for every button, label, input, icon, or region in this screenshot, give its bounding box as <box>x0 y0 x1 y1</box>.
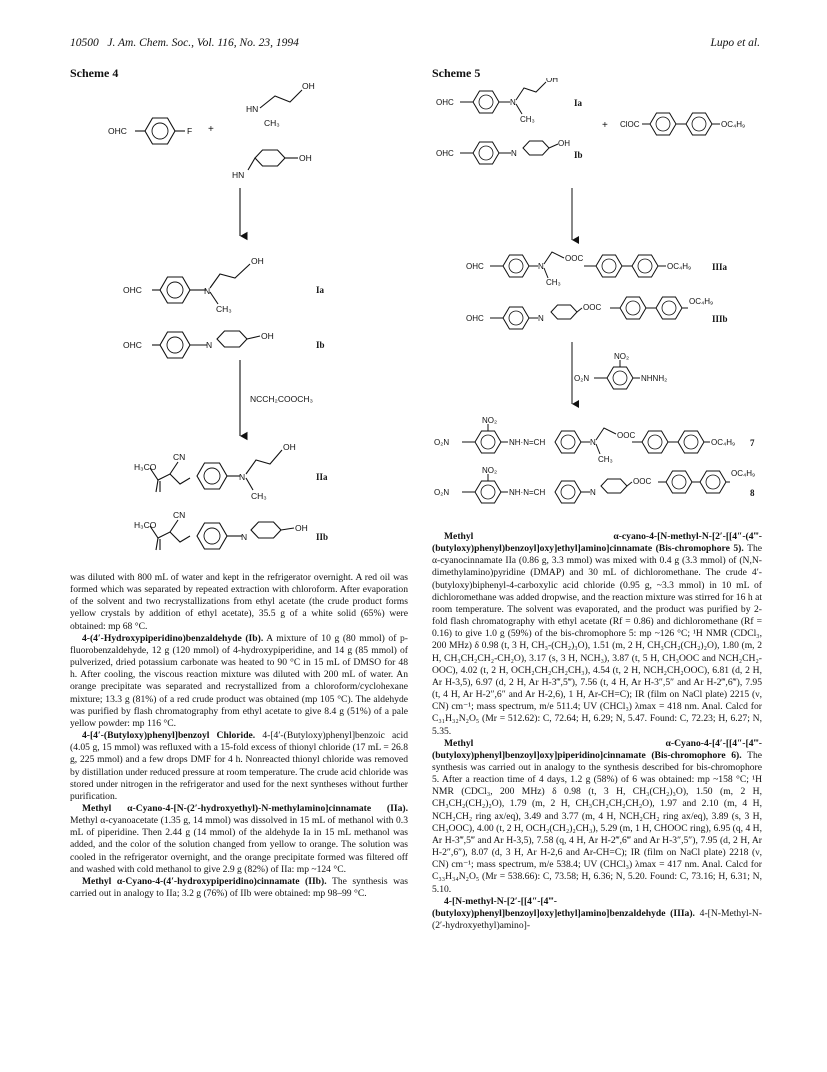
left-para-1: was diluted with 800 mL of water and kept in the refrigerator overnight. A red oil was formed which was separated by repeated extraction with chloroform. After evaporation of the solvent and two recrystallizations from ethyl acetate (the crude product forms yellow crystals by addition of ethyl acetate), 35.5 g of a white solid (65%) were obtained: mp 68 °C. <box>70 572 408 632</box>
s4-label-n-4: N <box>241 532 248 542</box>
right-para-1: Methyl α-cyano-4-[N-methyl-N-[2′-[[4″-(4‴-(butyloxy)phenyl)benzoyl]oxy]ethyl]amino]cinnamate (Bis-chromophore 5). The α-cyanocinnamate IIa (0.86 g, 3.3 mmol) was mixed with 0.4 g (3.3 mmol) of (N,N-dimethylamino)pyridine (DMAP) and 30 mL of dichloromethane. The crude 4′-(butyloxy)biphenyl-4-carboxylic acid chloride (0.95 g, ~3.3 mmol) in 10 mL of dichloromethane was added dropwise, and the reaction mixture was stirred for 16 h at room temperature. The solvent was evaporated, and the product was purified by 2-fold flash chromatography with ethyl acetate (Rf = 0.86) and dichloromethane (Rf = 0.16) to give 1.0 g (59%) of the bis-chromophore 5: mp ~126 °C; ¹H NMR (CDCl₃, 200 MHz) δ 0.98 (t, 3 H, CH₃-(CH₂)₃O), 1.51 (m, 2 H, CH₃CH₂(CH₂)₂O), 1.80 (m, 2 H, CH₃CH₂CH₂-CH₂O), 3.17 (s, 3 H, NCH₃), 3.87 (t, 5 H, CH₃OOC and NCH₂CH₂-OOC), 4.02 (t, 2 H, OCH₂CH₂CH₂CH₃), 4.54 (t, 2 H, NCH₂CH₂OOC), 6.81 (d, 2 H, Ar H-3,5), 6.97 (d, 2 H, Ar H-3‴,5‴), 7.56 (t, 4 H, Ar H-3″,5″ and Ar H-2‴,6‴), 7.95 (t, 4 H, Ar H-2″,6″ and Ar H-2,6), 1 H, Ar-CH=C); IR (film on NaCl plate) 2215 (ν, CN) cm⁻¹; mass spectrum, m/e 511.4; UV (CHCl₃) λmax = 418 nm. Anal. Calcd for C₃₁H₃₂N₂O₅ (Mr = 512.62): C, 72.64; H, 6.29; N, 5.47. Found: C, 72.23; H, 6.27; N, 5.35. <box>432 531 762 737</box>
s5-label-no2-3: NO₂ <box>482 466 498 475</box>
scheme4-title: Scheme 4 <box>70 66 119 80</box>
s5-label-n-3: N <box>538 262 544 271</box>
right-column <box>432 531 762 932</box>
s4-label-ib: Ib <box>316 340 325 350</box>
s4-label-ohc-2: OHC <box>123 285 142 295</box>
s5-label-hydrazone-1: NH·N=CH <box>509 438 546 447</box>
page-number: 10500 <box>70 37 99 49</box>
right-para-3: 4-[N-methyl-N-[2′-[[4″-[4‴-(butyloxy)phenyl]benzoyl]oxy]ethyl]amino]benzaldehyde (IIIa). 4-[N-Methyl-N-(2′-hydroxyethyl)amino]- <box>432 895 762 931</box>
s4-label-n-1: N <box>204 286 211 296</box>
s5-label-n-5: N <box>590 438 596 447</box>
s4-label-h3co-1: H₃CO <box>134 462 157 472</box>
s4-label-ch3-2: CH₃ <box>216 304 232 314</box>
s4-label-oh-2: OH <box>299 153 312 163</box>
s4-label-n-3: N <box>239 472 246 482</box>
s4-label-ch3-1: CH₃ <box>264 118 280 128</box>
s4-label-oh-6: OH <box>295 523 308 533</box>
left-para-3-head: 4-[4′-(Butyloxy)phenyl]benzoyl Chloride. <box>82 730 256 742</box>
s5-label-ohc-1: OHC <box>436 98 454 107</box>
s4-label-ohc-3: OHC <box>123 340 142 350</box>
s5-label-hydrazone-2: NH·N=CH <box>509 488 546 497</box>
s5-label-n-6: N <box>590 488 596 497</box>
s4-label-oh-4: OH <box>261 331 274 341</box>
s5-label-oc4h9-1: OC₄H₉ <box>721 120 746 129</box>
right-para-1-head: Methyl α-cyano-4-[N-methyl-N-[2′-[[4″-(4‴-(butyloxy)phenyl)benzoyl]oxy]ethyl]amino]cinnamate (Bis-chromophore 5). <box>432 531 762 555</box>
s5-label-no2-1: NO₂ <box>614 352 630 361</box>
s5-label-oh-1: OH <box>546 78 558 84</box>
s5-label-7: 7 <box>750 438 755 448</box>
s4-label-oh-1: OH <box>302 81 315 91</box>
s5-label-o2n-3: O₂N <box>434 488 450 497</box>
s4-label-oh-3: OH <box>251 256 264 266</box>
s5-label-ohc-3: OHC <box>466 262 484 271</box>
s5-label-oc4h9-5: OC₄H₉ <box>731 469 756 478</box>
s5-label-n-2: N <box>511 149 517 158</box>
s4-label-iia: IIa <box>316 472 328 482</box>
header-authors: Lupo et al. <box>710 37 760 49</box>
s4-label-ohc-1: OHC <box>108 126 127 136</box>
scheme5-diagram <box>424 78 764 518</box>
left-para-5: Methyl α-Cyano-4-(4′-hydroxypiperidino)cinnamate (IIb). The synthesis was carried out in analogy to IIa; 3.2 g (76%) of IIb were obtained: mp 98–99 °C. <box>70 875 408 900</box>
scheme5-title: Scheme 5 <box>432 66 481 80</box>
s5-label-oc4h9-2: OC₄H₉ <box>667 262 692 271</box>
s5-label-ooc-2: OOC <box>583 303 602 312</box>
s4-label-f: F <box>187 126 193 136</box>
s4-label-hn-2: HN <box>232 170 245 180</box>
s5-label-oh-2: OH <box>558 139 570 148</box>
s5-label-ohc-4: OHC <box>466 314 484 323</box>
s4-label-ch3-3: CH₃ <box>251 491 267 501</box>
s4-label-h3co-2: H₃CO <box>134 520 157 530</box>
s4-label-hn-1: HN <box>246 104 259 114</box>
s5-label-iiia: IIIa <box>712 262 728 272</box>
right-para-2: Methyl α-Cyano-4-[4′-[[4″-[4‴-(butyloxy)phenyl]benzoyl]oxy]piperidino]cinnamate (Bis-chromophore 6). The synthesis was carried out in analogy to the synthesis described for bis-chromophore 5. After a reaction time of 4 days, 1.2 g (58%) of 6 was obtained: mp ~158 °C; ¹H NMR (CDCl₃, 200 MHz) δ 0.98 (t, 3 H, CH₃(CH₂)₃O), 1.50 (m, 2 H, CH₃CH₂(CH₂)₂O), 1.79 (m, 2 H, CH₃CH₂CH₂CH₂O), 1.97 and 2.10 (m, 4 H, NCH₂CH₂ ring ax/eq), 3.49 and 3.77 (m, 4 H, NCH₂CH₂ ring ax/eq), 3.89 (s, 3 H, CH₃OOC), 4.00 (t, 2 H, OCH₂(CH₂)₂CH₃), 5.29 (m, 1 H, CHOOC ring), 6.95 (q, 4 H, Ar H-3‴,5‴ and Ar H-3,5), 7.58 (q, 4 H, Ar H-2‴,6‴ and Ar H-3″,5″), 7.95 (d, 2 H, Ar H-2″,6″), 8.07 (d, 3 H, Ar H-2,6 and Ar-CH=C); IR (film on NaCl plate) 2218 (ν, CN) cm⁻¹; mass spectrum, m/e 538.4; UV (CHCl₃) λmax = 417 nm. Anal. Calcd for C₃₃H₃₄N₂O₅ (Mr = 538.66): C, 73.58; H, 6.36; N, 5.20. Found: C, 73.16; H, 6.31; N, 5.10. <box>432 737 763 895</box>
left-para-4-head: Methyl α-Cyano-4-[N-(2′-hydroxyethyl)-N-methylamino]cinnamate (IIa). <box>82 802 408 814</box>
s5-label-ooc-3: OOC <box>617 431 636 440</box>
s4-label-iib: IIb <box>316 532 329 542</box>
right-para-3-head: 4-[N-methyl-N-[2′-[[4″-[4‴-(butyloxy)phenyl]benzoyl]oxy]ethyl]amino]benzaldehyde (IIIa). <box>432 895 695 919</box>
s5-label-oc4h9-3: OC₄H₉ <box>689 297 714 306</box>
left-para-3: 4-[4′-(Butyloxy)phenyl]benzoyl Chloride. 4-[4′-(Butyloxy)phenyl]benzoic acid (4.05 g, 15 mmol) was refluxed with a 15-fold excess of thionyl chloride (17 mL = 26.8 g, 225 mmol) and a few drops DMF for 4 h. Nonreacted thionyl chloride was removed by distillation under reduced pressure at room temperature. The crude acid chloride was stored under nitrogen in the refrigerator and used for the next syntheses without further purification. <box>70 730 408 802</box>
s5-label-ia: Ia <box>574 98 583 108</box>
s5-label-nhnh2: NHNH₂ <box>641 374 668 383</box>
s5-label-8: 8 <box>750 488 755 498</box>
left-para-2-head: 4-(4′-Hydroxypiperidino)benzaldehyde (Ib). <box>82 632 264 644</box>
journal-citation: J. Am. Chem. Soc., Vol. 116, No. 23, 1994 <box>107 37 299 49</box>
s5-label-iiib: IIIb <box>712 314 728 324</box>
left-column <box>70 572 408 900</box>
s5-label-ohc-2: OHC <box>436 149 454 158</box>
s5-label-no2-2: NO₂ <box>482 416 498 425</box>
header-left <box>70 37 299 49</box>
s5-label-o2n-2: O₂N <box>434 438 450 447</box>
s5-label-ch3-2: CH₃ <box>546 278 561 287</box>
s5-label-oc4h9-4: OC₄H₉ <box>711 438 736 447</box>
s4-label-oh-5: OH <box>283 442 296 452</box>
s5-label-ooc-1: OOC <box>565 254 584 263</box>
left-para-5-head: Methyl α-Cyano-4-(4′-hydroxypiperidino)cinnamate (IIb). <box>82 875 327 887</box>
s5-label-ib: Ib <box>574 150 583 160</box>
s4-label-n-2: N <box>206 340 213 350</box>
s5-plus: + <box>602 120 608 131</box>
s5-label-ch3-1: CH₃ <box>520 115 535 124</box>
s4-label-cn-2: CN <box>173 510 186 520</box>
s5-label-n-1: N <box>510 98 516 107</box>
left-para-4: Methyl α-Cyano-4-[N-(2′-hydroxyethyl)-N-methylamino]cinnamate (IIa). Methyl α-cyanoacetate (1.35 g, 14 mmol) was dissolved in 15 mL of methanol with 0.3 mL of piperidine. Then 2.44 g (14 mmol) of the aldehyde Ia in 15 mL methanol was added, and the color of the solution changed from yellow to orange. The solution was cooled in the refrigerator overnight, and the orange precipitate formed was filtered off and washed with cold methanol to give 2.9 g (82%) of IIa: mp ~124 °C. <box>70 802 408 875</box>
s5-label-n-4: N <box>538 314 544 323</box>
scheme4-diagram <box>70 78 410 568</box>
right-para-2-head: Methyl α-Cyano-4-[4′-[[4″-[4‴-(butyloxy)phenyl]benzoyl]oxy]piperidino]cinnamate (Bis-chromophore 6). <box>432 737 762 761</box>
s4-label-ia: Ia <box>316 285 325 295</box>
s5-label-cloc: ClOC <box>620 120 640 129</box>
s4-plus: + <box>208 124 214 135</box>
s5-label-ch3-3: CH₃ <box>598 455 613 464</box>
s4-label-cn-1: CN <box>173 452 186 462</box>
s4-reagent: NCCH₂COOCH₃ <box>250 394 313 404</box>
s5-label-o2n-1: O₂N <box>574 374 590 383</box>
left-para-2: 4-(4′-Hydroxypiperidino)benzaldehyde (Ib). A mixture of 10 g (80 mmol) of p-fluorobenzaldehyde, 12 g (120 mmol) of 4-hydroxypiperidine, and 14 g (85 mmol) of pulverized, dried potassium carbonate was heated to 90 °C in 15 mL of DMSO for 48 h. After cooling, the viscous reaction mixture was diluted with 200 mL of water. An orange precipitate was separated and recrystallized from a chloroform/cyclohexane mixture; 13.3 g (81%) of a red crude product was obtained (mp 105 °C). The aldehyde was purified by flash chromatography from ethyl acetate to give 8.4 g (51%) of a pale yellow powder: mp 116 °C. <box>70 632 408 729</box>
s5-label-ooc-4: OOC <box>633 477 652 486</box>
